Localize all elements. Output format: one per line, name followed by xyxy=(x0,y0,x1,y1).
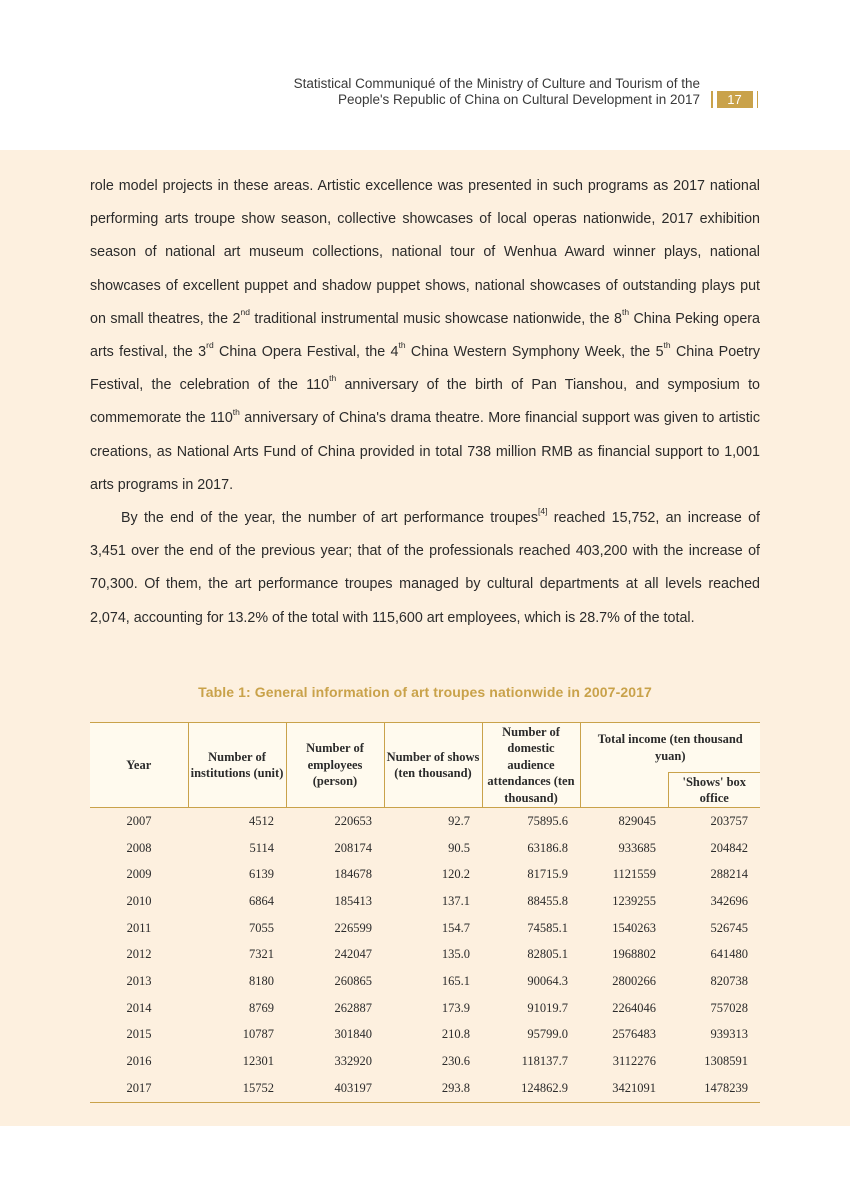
cell-institutions: 8769 xyxy=(249,1000,274,1015)
running-title-line-2: People's Republic of China on Cultural Development in 2017 xyxy=(337,92,700,107)
sup-th: th xyxy=(232,406,240,417)
cell-year: 2007 xyxy=(90,808,188,835)
sup-th: th xyxy=(398,340,406,351)
table-row xyxy=(90,861,760,888)
p1-text-h: anniversary of China's drama theatre. More financial support was given to artistic creations, as National Arts Fund of China provided in total 738 million RMB as financial support to 1,001 arts programs in 2017. xyxy=(90,410,760,493)
cell-income: 1239255 xyxy=(612,893,656,908)
sup-th: th xyxy=(621,307,630,318)
sup-th: th xyxy=(663,340,671,351)
cell-institutions: 6864 xyxy=(249,893,274,908)
p2-text-a: By the end of the year, the number of art performance troupes xyxy=(121,510,538,527)
cell-attendances: 63186.8 xyxy=(527,840,568,855)
cell-year: 2014 xyxy=(126,1000,152,1015)
header-shows: Number of shows (ten thousand) xyxy=(384,723,482,808)
cell-income: 829045 xyxy=(580,808,668,835)
cell-institutions: 4512 xyxy=(188,808,286,835)
header-attendances: Number of domestic audience attendances (ten thousand) xyxy=(482,723,580,808)
cell-institutions: 7055 xyxy=(249,920,274,935)
cell-shows: 230.6 xyxy=(441,1054,470,1069)
cell-box-office: 1308591 xyxy=(704,1054,748,1069)
table-row xyxy=(90,835,760,862)
sup-nd: nd xyxy=(240,307,250,318)
table-row xyxy=(90,915,760,942)
header-box-office-label: Shows' box office xyxy=(685,774,747,805)
cell-employees: 262887 xyxy=(334,1000,372,1015)
header-institutions: Number of institutions (unit) xyxy=(188,723,286,808)
cell-box-office: 288214 xyxy=(710,867,748,882)
cell-year: 2015 xyxy=(126,1027,152,1042)
cell-attendances: 90064.3 xyxy=(527,973,568,988)
cell-box-office: 939313 xyxy=(710,1027,748,1042)
p1-text-g: anniversary of the birth of Pan Tianshou, and symposium to commemorate the 110 xyxy=(90,377,760,427)
page-number-rule-left xyxy=(711,91,713,108)
cell-institutions: 15752 xyxy=(188,1075,286,1102)
cell-shows: 135.0 xyxy=(441,947,470,962)
table-row xyxy=(90,995,760,1022)
p1-text-c: China Peking opera arts festival, the 3 xyxy=(90,310,760,361)
cell-box-office: 342696 xyxy=(710,893,748,908)
p2-text-b: reached 15,752, an increase of 3,451 over the end of the previous year; that of the professionals reached 403,200 with the increase of 70,300. Of them, the art performance troupes managed by cultural departments at all levels reached 2,074, accounting for 13.2% of the total with 115,600 art employees, which is 28.7% of the total. xyxy=(90,510,760,626)
p1-text-e: China Western Symphony Week, the 5 xyxy=(405,344,664,361)
cell-attendances: 118137.7 xyxy=(521,1054,568,1069)
paragraph-1 xyxy=(90,170,760,502)
page-number-block xyxy=(711,90,759,108)
cell-shows: 173.9 xyxy=(441,1000,470,1015)
cell-attendances: 95799.0 xyxy=(527,1027,568,1042)
cell-attendances: 81715.9 xyxy=(527,867,568,882)
header-year: Year xyxy=(90,723,188,808)
cell-year: 2012 xyxy=(126,947,152,962)
cell-institutions: 10787 xyxy=(242,1027,274,1042)
cell-box-office: 203757 xyxy=(668,808,760,835)
cell-institutions: 8180 xyxy=(249,973,274,988)
cell-attendances: 74585.1 xyxy=(527,920,568,935)
cell-year: 2008 xyxy=(126,840,152,855)
cell-attendances: 75895.6 xyxy=(482,808,580,835)
cell-shows: 92.7 xyxy=(384,808,482,835)
paragraph-2 xyxy=(90,502,760,635)
table-row xyxy=(90,808,760,835)
cell-shows: 90.5 xyxy=(448,840,470,855)
cell-shows: 293.8 xyxy=(384,1075,482,1102)
sup-rd: rd xyxy=(206,340,214,351)
table-row xyxy=(90,888,760,915)
cell-year: 2013 xyxy=(126,973,152,988)
cell-employees: 260865 xyxy=(334,973,372,988)
cell-year: 2010 xyxy=(126,893,152,908)
header-box-office xyxy=(668,773,760,808)
table-row xyxy=(90,941,760,968)
cell-income: 2800266 xyxy=(612,973,656,988)
cell-income: 3421091 xyxy=(580,1075,668,1102)
cell-income: 2264046 xyxy=(612,1000,656,1015)
table-row xyxy=(90,1075,760,1102)
table-row xyxy=(90,1022,760,1049)
page-number: 17 xyxy=(717,91,753,108)
cell-income: 2576483 xyxy=(612,1027,656,1042)
cell-shows: 137.1 xyxy=(441,893,470,908)
p1-text-f: China Poetry Festival, the celebration of the 110 xyxy=(90,344,760,394)
table-row xyxy=(90,968,760,995)
running-title xyxy=(180,76,700,108)
cell-box-office: 1478239 xyxy=(668,1075,760,1102)
cell-shows: 120.2 xyxy=(441,867,470,882)
cell-year: 2009 xyxy=(126,867,152,882)
cell-shows: 154.7 xyxy=(441,920,470,935)
header-total-income: Total income (ten thousand yuan) xyxy=(580,723,760,773)
cell-year: 2011 xyxy=(126,920,152,935)
footnote-ref[interactable]: [4] xyxy=(538,506,548,517)
p1-text-d: China Opera Festival, the 4 xyxy=(213,344,399,361)
cell-employees: 220653 xyxy=(286,808,384,835)
cell-shows: 210.8 xyxy=(441,1027,470,1042)
cell-employees: 242047 xyxy=(334,947,372,962)
cell-employees: 332920 xyxy=(334,1054,372,1069)
sup-th: th xyxy=(329,373,337,384)
cell-year: 2016 xyxy=(126,1054,152,1069)
cell-employees: 226599 xyxy=(334,920,372,935)
cell-attendances: 88455.8 xyxy=(527,893,568,908)
art-troupes-table xyxy=(90,722,760,1103)
p1-text-b: traditional instrumental music showcase nationwide, the 8 xyxy=(249,310,622,327)
cell-income: 933685 xyxy=(618,840,656,855)
cell-income: 1121559 xyxy=(612,867,656,882)
running-title-line-1: Statistical Communiqué of the Ministry of Culture and Tourism of the xyxy=(293,76,700,91)
header-income-blank xyxy=(580,773,668,808)
cell-institutions: 5114 xyxy=(249,840,274,855)
cell-employees: 208174 xyxy=(334,840,372,855)
cell-income: 3112276 xyxy=(612,1054,656,1069)
cell-box-office: 757028 xyxy=(710,1000,748,1015)
header-box-office-mark: ' xyxy=(682,774,686,789)
p1-text-a: role model projects in these areas. Artistic excellence was presented in such programs as 2017 national performing arts troupe show season, collective showcases of local operas nationwide, 2017 exhibition season of national art museum collections, national tour of Wenhua Award winner plays, national showcases of excellent puppet and shadow puppet shows, national showcases of outstanding plays put on small theatres, the 2 xyxy=(90,178,760,327)
page-number-rule-right xyxy=(757,91,759,108)
cell-box-office: 204842 xyxy=(710,840,748,855)
cell-box-office: 641480 xyxy=(710,947,748,962)
cell-employees: 185413 xyxy=(334,893,372,908)
cell-income: 1968802 xyxy=(612,947,656,962)
page-header xyxy=(0,0,850,150)
cell-shows: 165.1 xyxy=(441,973,470,988)
cell-employees: 403197 xyxy=(286,1075,384,1102)
cell-attendances: 91019.7 xyxy=(527,1000,568,1015)
cell-income: 1540263 xyxy=(612,920,656,935)
cell-employees: 301840 xyxy=(334,1027,372,1042)
cell-institutions: 6139 xyxy=(249,867,274,882)
cell-institutions: 12301 xyxy=(242,1054,274,1069)
cell-box-office: 820738 xyxy=(710,973,748,988)
cell-attendances: 82805.1 xyxy=(527,947,568,962)
cell-institutions: 7321 xyxy=(249,947,274,962)
table-row xyxy=(90,1048,760,1075)
body-text xyxy=(90,170,760,635)
cell-year: 2017 xyxy=(90,1075,188,1102)
cell-box-office: 526745 xyxy=(710,920,748,935)
cell-attendances: 124862.9 xyxy=(482,1075,580,1102)
header-employees: Number of employees (person) xyxy=(286,723,384,808)
table-caption: Table 1: General information of art troupes nationwide in 2007-2017 xyxy=(198,684,652,700)
cell-employees: 184678 xyxy=(334,867,372,882)
